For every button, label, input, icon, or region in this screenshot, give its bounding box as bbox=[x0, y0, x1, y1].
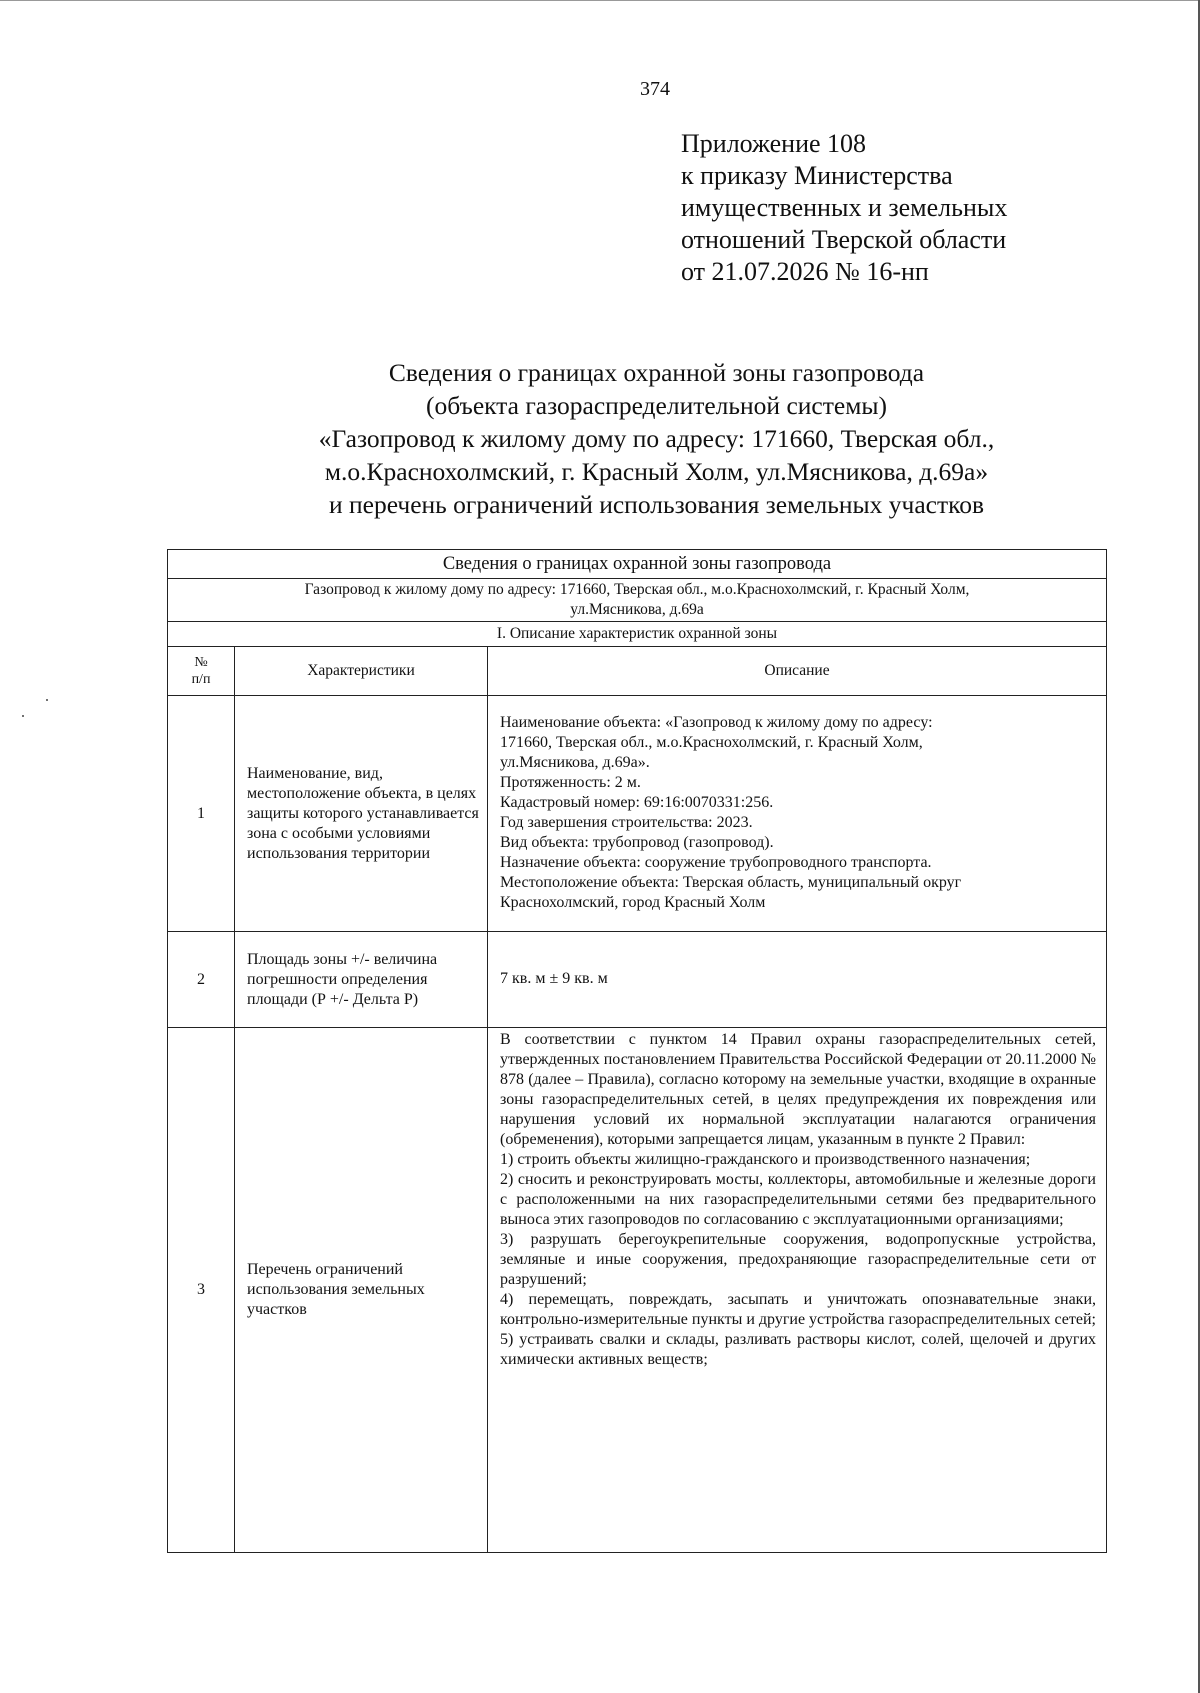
appendix-line: к приказу Министерства bbox=[681, 161, 953, 190]
table-row bbox=[168, 932, 1107, 1028]
description-line: Протяженность: 2 м. bbox=[500, 773, 641, 791]
table-row bbox=[168, 696, 1107, 932]
row-description bbox=[488, 1028, 1107, 1553]
row-characteristic: Наименование, вид, местоположение объекта, в целях защиты которого устанавливается зона с особыми условиями использования территории bbox=[235, 696, 488, 932]
table-object-name bbox=[168, 579, 1107, 622]
table-row bbox=[168, 1028, 1107, 1553]
description-paragraph: 1) строить объекты жилищно-гражданского и производственного назначения; bbox=[500, 1151, 1031, 1168]
description-line: Кадастровый номер: 69:16:0070331:256. bbox=[500, 793, 774, 811]
column-header-number-line: № bbox=[194, 655, 208, 670]
column-header-description: Описание bbox=[488, 647, 1107, 696]
column-header-number-line: п/п bbox=[191, 672, 211, 687]
title-line: «Газопровод к жилому дому по адресу: 171660, Тверская обл., bbox=[318, 424, 995, 453]
description-line: Назначение объекта: сооружение трубопроводного транспорта. bbox=[500, 853, 932, 871]
description-paragraph: В соответствии с пунктом 14 Правил охраны газораспределительных сетей, утвержденных постановлением Правительства Российской Федерации от 20.11.2000 № 878 (далее – Правила), согласно которому на земельные участки, входящие в охранные зоны газораспределительных сетей, в целях предупреждения их повреждения или нарушения условий их нормальной эксплуатации налагаются ограничения (обременения), которыми запрещается лицам, указанным в пункте 2 Правил: bbox=[500, 1031, 1096, 1148]
description-line: 7 кв. м ± 9 кв. м bbox=[500, 969, 608, 987]
description-line: Местоположение объекта: Тверская область, муниципальный округ bbox=[500, 873, 962, 891]
title-line: (объекта газораспределительной системы) bbox=[426, 391, 887, 420]
appendix-block bbox=[681, 128, 1007, 288]
scan-speck bbox=[46, 699, 48, 701]
scan-top-edge bbox=[0, 0, 1200, 1]
description-line: Наименование объекта: «Газопровод к жилому дому по адресу: bbox=[500, 713, 933, 731]
description-line: Вид объекта: трубопровод (газопровод). bbox=[500, 833, 774, 851]
appendix-line: отношений Тверской области bbox=[681, 225, 1007, 254]
scan-speck bbox=[22, 715, 24, 717]
row-number: 2 bbox=[168, 932, 235, 1028]
table-title: Сведения о границах охранной зоны газопровода bbox=[168, 550, 1107, 579]
row-characteristic: Площадь зоны +/- величина погрешности определения площади (Р +/- Дельта Р) bbox=[235, 932, 488, 1028]
row-description bbox=[488, 932, 1107, 1028]
appendix-line: имущественных и земельных bbox=[681, 193, 1008, 222]
section-heading: I. Описание характеристик охранной зоны bbox=[168, 622, 1107, 647]
object-line: Газопровод к жилому дому по адресу: 171660, Тверская обл., м.о.Краснохолмский, г. Красный Холм, bbox=[304, 581, 970, 598]
row-number: 3 bbox=[168, 1028, 235, 1553]
description-line: 171660, Тверская обл., м.о.Краснохолмский, г. Красный Холм, bbox=[500, 733, 923, 751]
column-header-number bbox=[168, 647, 235, 696]
protection-zone-table bbox=[167, 549, 1107, 1553]
description-paragraph: 5) устраивать свалки и склады, разливать растворы кислот, солей, щелочей и других химически активных веществ; bbox=[500, 1331, 1096, 1368]
description-line: Год завершения строительства: 2023. bbox=[500, 813, 753, 831]
row-characteristic: Перечень ограничений использования земельных участков bbox=[235, 1028, 488, 1553]
description-line: ул.Мясникова, д.69а». bbox=[500, 753, 650, 771]
document-title bbox=[167, 356, 1146, 521]
title-line: м.о.Краснохолмский, г. Красный Холм, ул.Мясникова, д.69а» bbox=[324, 457, 989, 486]
description-paragraph: 3) разрушать берегоукрепительные сооружения, водопропускные устройства, земляные и иные сооружения, предохраняющие газораспределительные сети от разрушений; bbox=[500, 1231, 1096, 1288]
appendix-line: от 21.07.2026 № 16-нп bbox=[681, 257, 929, 286]
appendix-line: Приложение 108 bbox=[681, 129, 867, 158]
column-header-characteristics: Характеристики bbox=[235, 647, 488, 696]
row-number: 1 bbox=[168, 696, 235, 932]
description-paragraph: 4) перемещать, повреждать, засыпать и уничтожать опознавательные знаки, контрольно-измерительные пункты и другие устройства газораспределительных сетей; bbox=[500, 1291, 1096, 1328]
title-line: и перечень ограничений использования земельных участков bbox=[328, 490, 985, 519]
description-line: Краснохолмский, город Красный Холм bbox=[500, 893, 766, 911]
description-paragraph: 2) сносить и реконструировать мосты, коллекторы, автомобильные и железные дороги с расположенными на них газораспределительными сетями без предварительного выноса этих газопроводов по согласованию с эксплуатационными организациями; bbox=[500, 1171, 1096, 1228]
row-description bbox=[488, 696, 1107, 932]
page-number: 374 bbox=[640, 78, 670, 100]
title-line: Сведения о границах охранной зоны газопровода bbox=[388, 358, 925, 387]
object-line: ул.Мясникова, д.69а bbox=[570, 601, 704, 618]
